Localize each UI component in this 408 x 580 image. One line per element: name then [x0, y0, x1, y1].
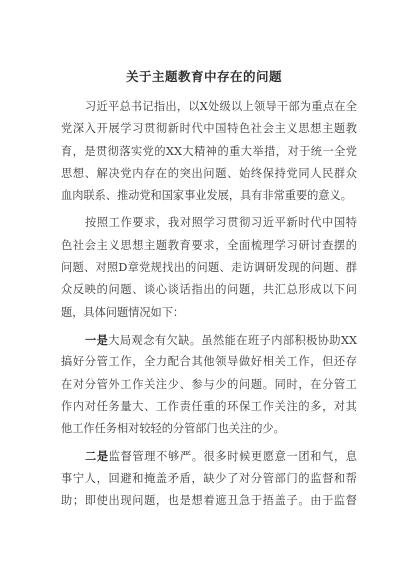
- document-title: 关于主题教育中存在的问题: [125, 69, 282, 84]
- text-line: 党深入开展学习贯彻新时代中国特色社会主义思想主题教: [61, 122, 357, 136]
- text-line: 色社会主义思想主题教育要求，全面梳理学习研讨查摆的: [61, 238, 357, 252]
- document-body: [61, 96, 357, 512]
- text-line: 搞好分管工作，全力配合其他领导做好相关工作，但还存: [61, 355, 357, 369]
- paragraph-1: [61, 96, 357, 207]
- text-line: 习近平总书记指出，以X处级以上领导干部为重点在全: [85, 100, 357, 113]
- paragraph-lead: 二是: [85, 449, 109, 464]
- text-line: 众反映的问题、谈心谈话指出的问题，共汇总形成以下问: [61, 283, 357, 297]
- text-line: [61, 445, 357, 467]
- paragraph-4: [61, 445, 357, 512]
- text-line: 助；即使出现问题，也是想着遮丑急于捂盖子。由于监督: [61, 494, 357, 508]
- text-line: 按照工作要求，我对照学习贯彻习近平新时代中国特: [85, 216, 357, 230]
- text-line: 在对分管外工作关注少、参与少的问题。同时，在分管工: [61, 377, 357, 391]
- text-span: 大局观念有欠缺。虽然能在班子内部积极协助XX: [108, 333, 357, 347]
- text-span: 监督管理不够严。很多时候更愿意一团和气，息: [108, 450, 357, 464]
- text-line: 思想、解决党内存在的突出问题、始终保持党同人民群众: [61, 166, 357, 180]
- text-line: 他工作任务相对较轻的分管部门也关注的少。: [61, 422, 285, 436]
- paragraph-2: [61, 212, 357, 323]
- paragraph-lead: 一是: [85, 332, 109, 347]
- text-line: 育，是贯彻落实党的XX大精神的重大举措，对于统一全党: [61, 144, 357, 158]
- text-line: 问题、对照D章党规找出的问题、走访调研发现的问题、群: [61, 261, 357, 275]
- paragraph-3: [61, 329, 357, 440]
- text-line: 题，具体问题情况如下：: [61, 305, 185, 319]
- text-line: 作内对任务量大、工作责任重的环保工作关注的多，对其: [61, 399, 357, 413]
- text-line: 血肉联系、推动党和国家事业发展，具有非常重要的意义。: [61, 189, 352, 203]
- text-line: [61, 329, 357, 351]
- text-line: 事宁人，回避和掩盖矛盾，缺少了对分管部门的监督和帮: [61, 471, 357, 485]
